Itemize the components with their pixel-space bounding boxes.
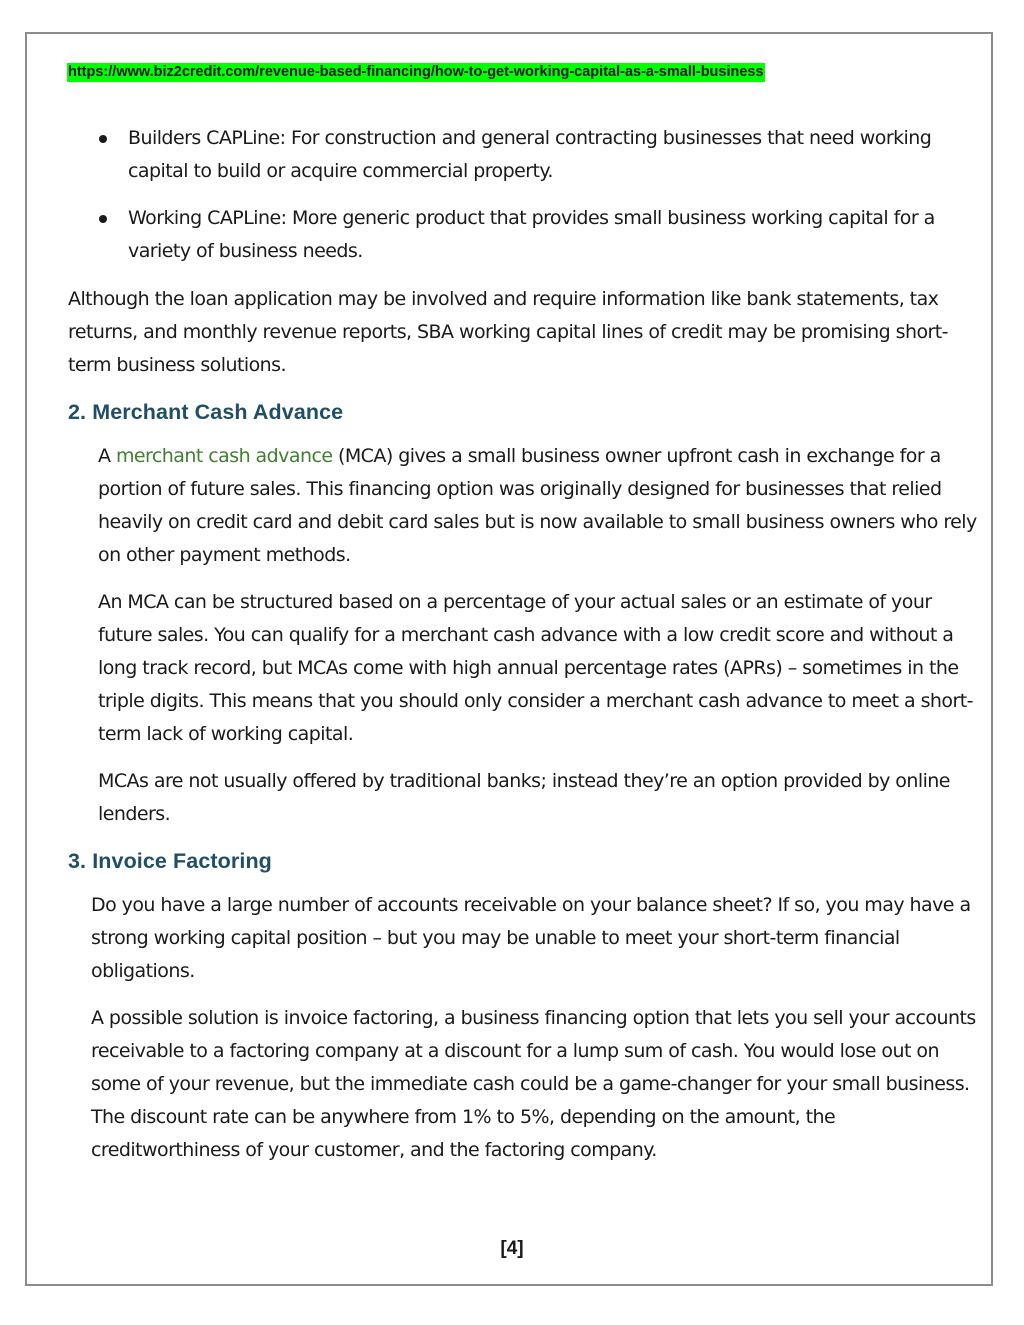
- section2-paragraph-1: [98, 440, 988, 572]
- section2-paragraph-3-block: [98, 765, 988, 831]
- bullet-dot-icon: [99, 135, 107, 143]
- bullet-item-builders-capline: [98, 122, 988, 188]
- section3-paragraph-1-block: [91, 889, 971, 988]
- intro-paragraph-block: [68, 283, 973, 382]
- mca-prefix: A: [98, 445, 116, 467]
- section2-paragraph-2: An MCA can be structured based on a percentage of your actual sales or an estimate of your future sales. You can qualify for a merchant cash advance with a low credit score and without a long track record, but MCAs come with high annual percentage rates (APRs) – sometimes in the triple digits. This means that you should only consider a merchant cash advance to meet a short-term lack of working capital.: [98, 591, 973, 745]
- bullet-dot-icon: [99, 215, 107, 223]
- merchant-cash-advance-link[interactable]: merchant cash advance: [115, 445, 333, 467]
- section3-paragraph-2: A possible solution is invoice factoring, a business financing option that lets you sell your accounts receivable to a factoring company at a discount for a lump sum of cash. You would lose out on some of your revenue, but the immediate cash could be a game-changer for your small business. The discount rate can be anywhere from 1% to 5%, depending on the amount, the creditworthiness of your customer, and the factoring company.: [91, 1007, 976, 1161]
- section-heading-merchant-cash-advance: 2. Merchant Cash Advance: [68, 400, 344, 424]
- section-heading-invoice-factoring: 3. Invoice Factoring: [68, 849, 272, 873]
- section2-paragraph-2-block: [98, 586, 988, 751]
- bullet-text: Working CAPLine: More generic product that provides small business working capital for a variety of business needs.: [128, 207, 935, 262]
- bullet-text: Builders CAPLine: For construction and general contracting businesses that need working capital to build or acquire commercial property.: [128, 127, 932, 182]
- section2-paragraph-3: MCAs are not usually offered by traditional banks; instead they’re an option provided by online lenders.: [98, 770, 950, 825]
- section3-paragraph-2-block: [91, 1002, 988, 1167]
- section3-paragraph-1: Do you have a large number of accounts receivable on your balance sheet? If so, you may have a strong working capital position – but you may be unable to meet your short-term financial obligations.: [91, 894, 971, 982]
- mca-description: (MCA) gives a small business owner upfront cash in exchange for a portion of future sales. This financing option was originally designed for businesses that relied heavily on credit card and debit card sales but is now available to small business owners who rely on other payment methods.: [98, 445, 977, 566]
- capline-bullet-list: [98, 122, 988, 282]
- intro-paragraph: Although the loan application may be involved and require information like bank statements, tax returns, and monthly revenue reports, SBA working capital lines of credit may be promising short-term business solutions.: [68, 288, 948, 376]
- bullet-item-working-capline: [98, 202, 988, 268]
- section2-paragraph-1-block: [98, 440, 988, 572]
- page-number: [4]: [500, 1238, 524, 1259]
- source-url[interactable]: https://www.biz2credit.com/revenue-based-financing/how-to-get-working-capital-as-a-small-business: [68, 64, 764, 80]
